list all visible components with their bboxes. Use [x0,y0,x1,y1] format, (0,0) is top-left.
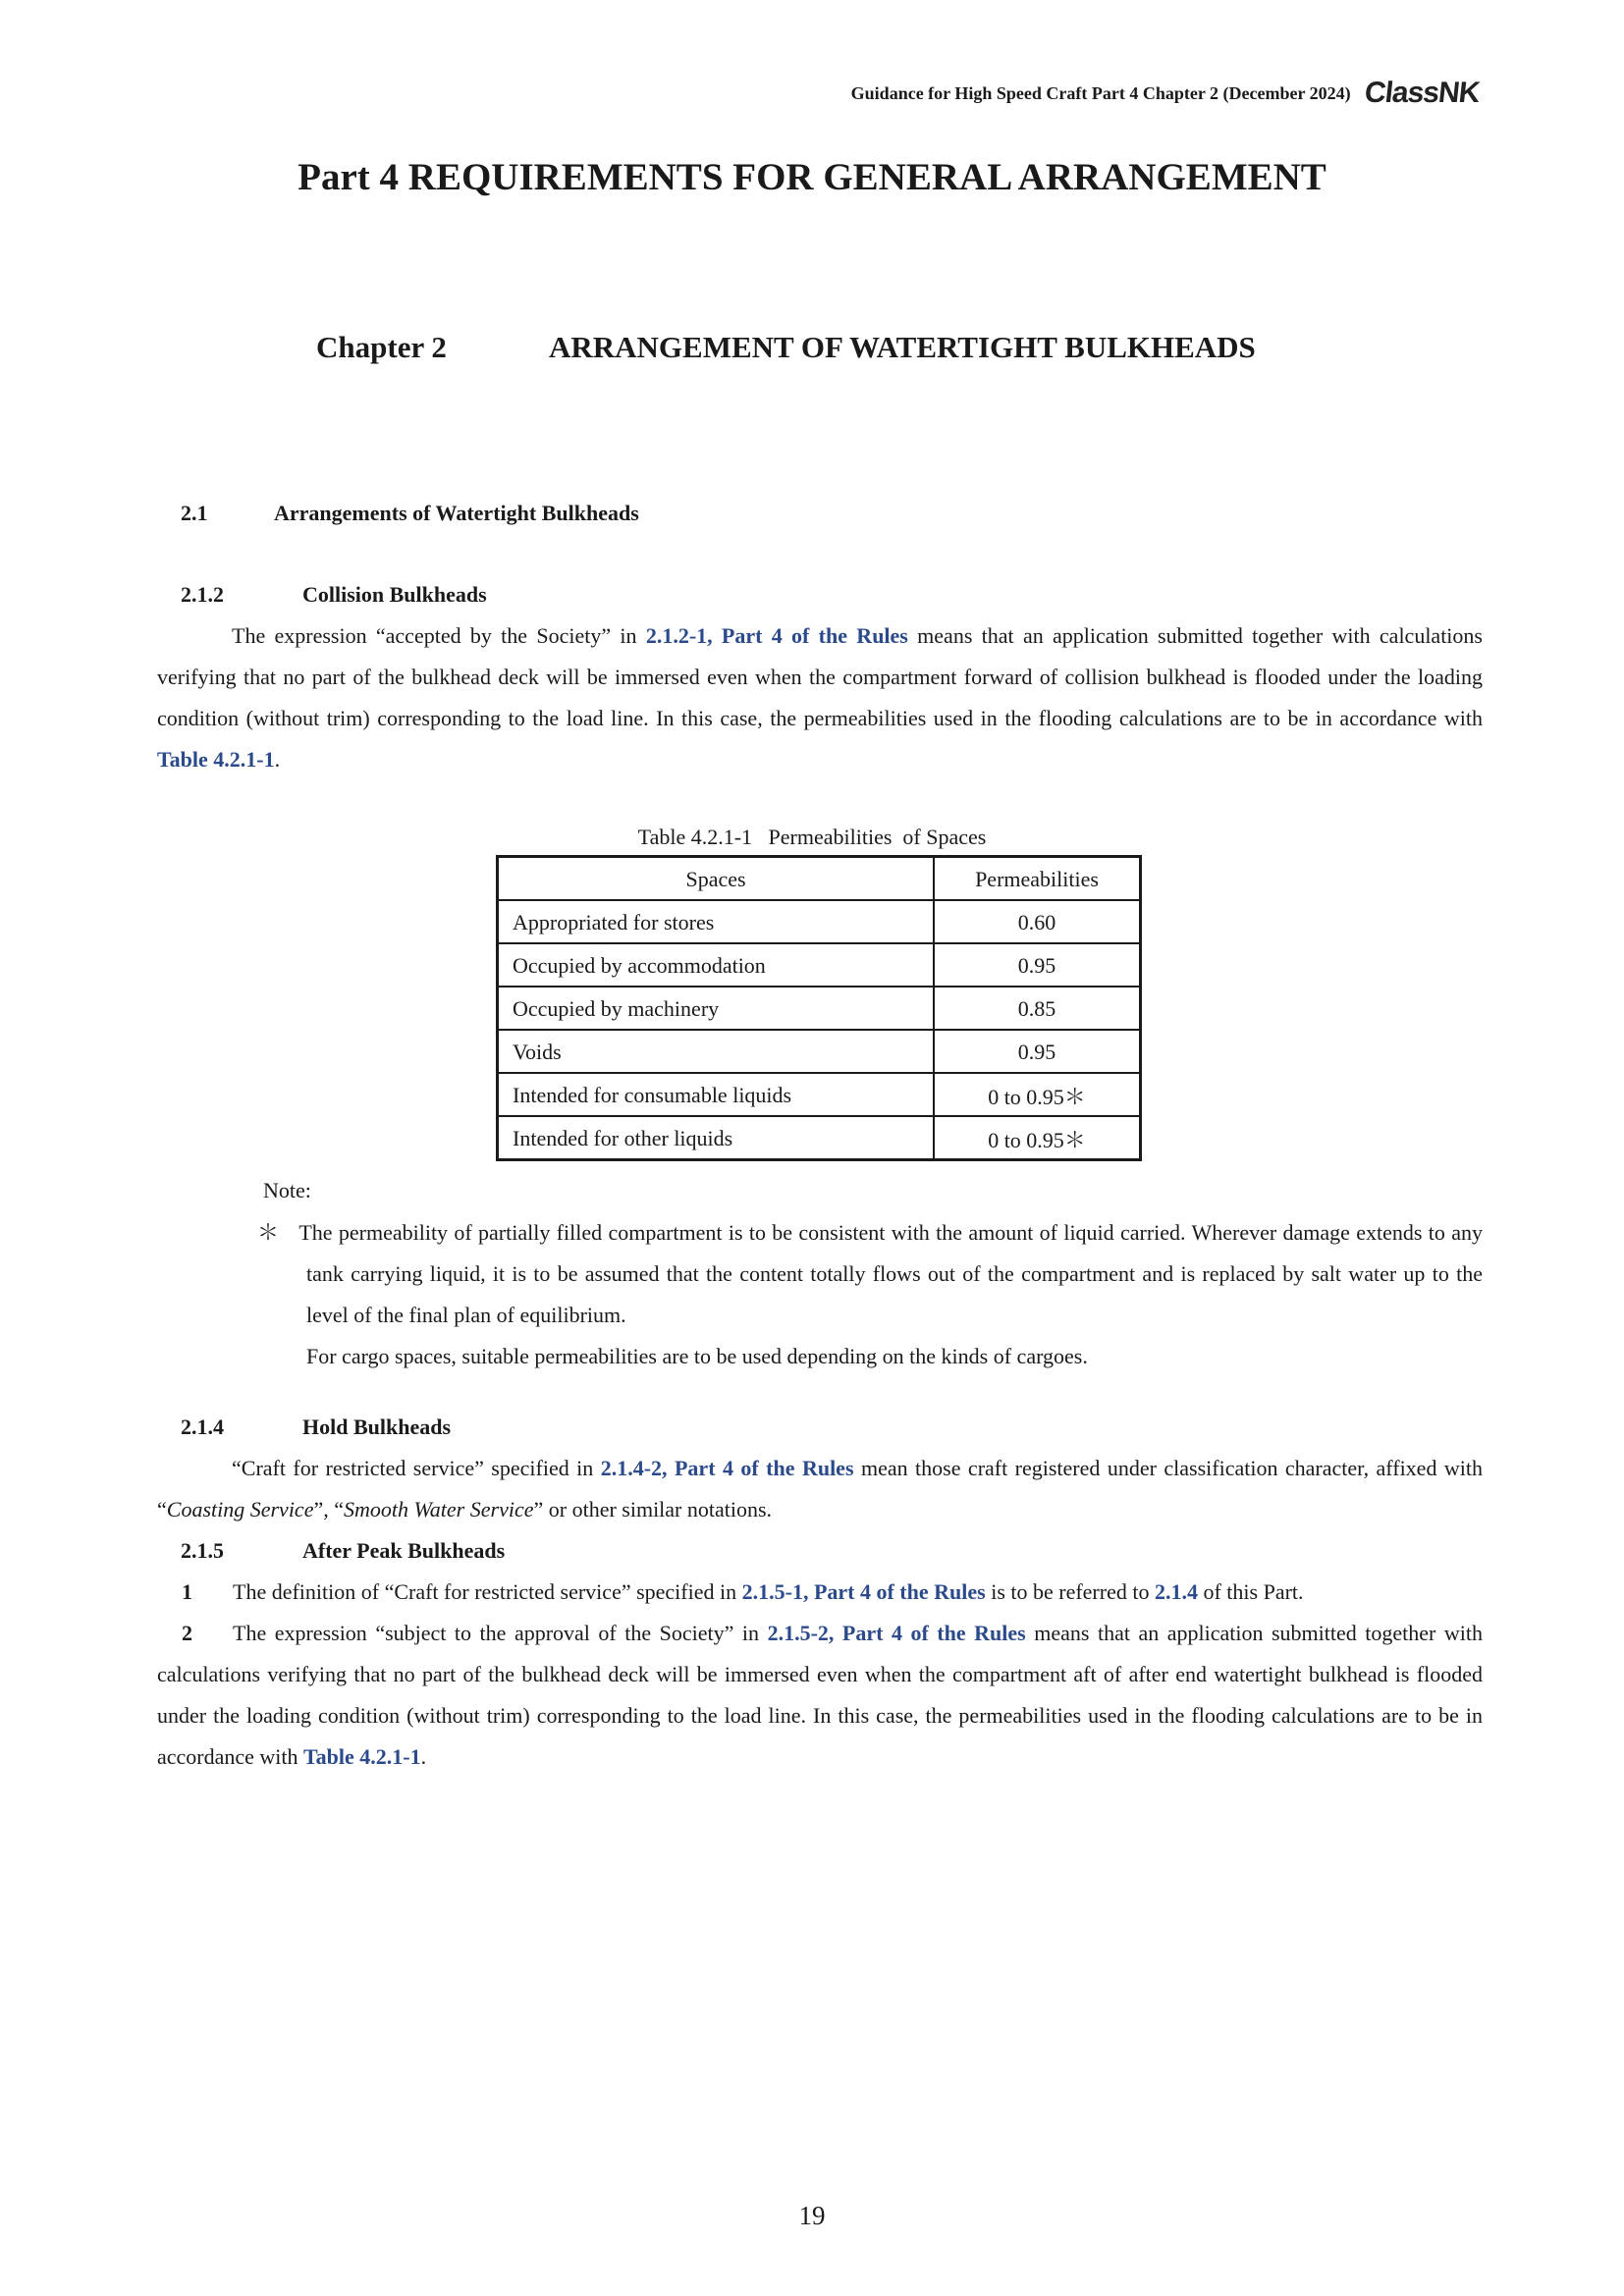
permeability-cell: 0 to 0.95＊ [934,1073,1141,1116]
text-run: ” or other similar notations. [533,1497,773,1522]
section-title: Collision Bulkheads [302,582,487,607]
section-2-1-2-paragraph [157,615,1483,780]
table-caption: Table 4.2.1-1 Permeabilities of Spaces [637,825,987,849]
section-number: 2.1.2 [181,582,224,607]
note-text-2: For cargo spaces, suitable permeabilities are to be used depending on the kinds of cargoes. [306,1344,1088,1368]
permeability-cell: 0.60 [934,900,1141,943]
asterisk-mark: ＊ [257,1220,280,1245]
section-2-1-5-item-1 [157,1572,1483,1613]
running-title: Guidance for High Speed Craft Part 4 Chapter 2 (December 2024) [850,82,1351,103]
permeability-cell: 0.85 [934,987,1141,1030]
notation-coasting-service: Coasting Service [166,1497,314,1522]
permeabilities-table [496,855,1142,1161]
chapter-number: Chapter 2 [316,330,447,364]
text-run: of this Part. [1197,1579,1304,1604]
section-2-1-2-heading [181,582,487,608]
section-title: Hold Bulkheads [302,1415,452,1439]
section-2-1-5-item-2 [157,1613,1483,1778]
text-run: The definition of “Craft for restricted service” specified in [233,1579,742,1604]
space-cell: Appropriated for stores [498,900,935,943]
table-reference-link[interactable]: Table 4.2.1-1 [303,1744,421,1769]
chapter-title: ARRANGEMENT OF WATERTIGHT BULKHEADS [549,330,1256,364]
rules-reference-link[interactable]: 2.1.5-1, Part 4 of the Rules [741,1579,986,1604]
part-title: Part 4 REQUIREMENTS FOR GENERAL ARRANGEMENT [298,156,1326,198]
column-header-permeabilities: Permeabilities [934,857,1141,901]
text-run: “Craft for restricted service” specified in [232,1456,601,1480]
note-label: Note: [263,1178,311,1202]
permeability-cell: 0.95 [934,943,1141,987]
table-row [498,900,1141,943]
rules-reference-link[interactable]: 2.1.5-2, Part 4 of the Rules [767,1621,1026,1645]
note-item [257,1212,1484,1336]
section-title: After Peak Bulkheads [302,1538,506,1563]
rules-reference-link[interactable]: 2.1.2-1, Part 4 of the Rules [645,623,908,648]
section-title: Arrangements of Watertight Bulkheads [274,501,639,525]
space-cell: Intended for other liquids [498,1116,935,1160]
text-run: The expression “accepted by the Society” in [232,623,646,648]
section-number: 2.1.4 [181,1415,224,1439]
text-run: ”, “ [313,1497,344,1522]
table-row [498,1116,1141,1160]
item-number: 1 [182,1579,192,1604]
text-run: mean those craft registered under classification character, affixed with “ [157,1456,1483,1522]
permeability-cell: 0 to 0.95＊ [934,1116,1141,1160]
text-run: The expression “subject to the approval of the Society” in [233,1621,768,1645]
table-row [498,1073,1141,1116]
section-2-1-4-paragraph [157,1448,1483,1530]
text-run: . [274,747,281,772]
section-number: 2.1 [181,501,208,525]
note-body [257,1212,1484,1377]
section-2-1-4-heading [181,1415,451,1440]
note-text-1: The permeability of partially filled compartment is to be consistent with the amount of liquid carried. Wherever damage extends to any tank carrying liquid, it is to be assumed that the content totally flows out of the compartment and is replaced by salt water up to the level of the final plan of equilibrium. [298,1220,1484,1327]
item-number: 2 [182,1621,192,1645]
section-number: 2.1.5 [181,1538,224,1563]
column-header-spaces: Spaces [498,857,935,901]
permeability-cell: 0.95 [934,1030,1141,1073]
table-row [498,943,1141,987]
text-run: means that an application submitted together with calculations verifying that no part of the bulkhead deck will be immersed even when the compartment aft of after end watertight bulkhead is flooded under the loading condition (without trim) corresponding to the load line. In this case, the permeabilities used in the flooding calculations are to be in accordance with [157,1621,1483,1769]
text-run: means that an application submitted together with calculations verifying that no part of the bulkhead deck will be immersed even when the compartment forward of collision bulkhead is flooded under the loading condition (without trim) corresponding to the load line. In this case, the permeabilities used in the flooding calculations are to be in accordance with [157,623,1483,730]
text-run: . [420,1744,427,1769]
running-header [851,77,1479,110]
table-row [498,1030,1141,1073]
page-number: 19 [798,2201,826,2230]
space-cell: Voids [498,1030,935,1073]
table-row [498,987,1141,1030]
section-reference-link[interactable]: 2.1.4 [1154,1579,1198,1604]
notation-smooth-water-service: Smooth Water Service [344,1497,534,1522]
space-cell: Intended for consumable liquids [498,1073,935,1116]
space-cell: Occupied by machinery [498,987,935,1030]
section-2-1-5-heading [181,1538,505,1564]
table-reference-link[interactable]: Table 4.2.1-1 [157,747,275,772]
table-header-row [498,857,1141,901]
classnk-logo: ClassNK [1362,77,1481,109]
section-2-1-heading [181,501,639,526]
chapter-heading [316,330,1256,365]
space-cell: Occupied by accommodation [498,943,935,987]
text-run: is to be referred to [985,1579,1155,1604]
rules-reference-link[interactable]: 2.1.4-2, Part 4 of the Rules [600,1456,854,1480]
